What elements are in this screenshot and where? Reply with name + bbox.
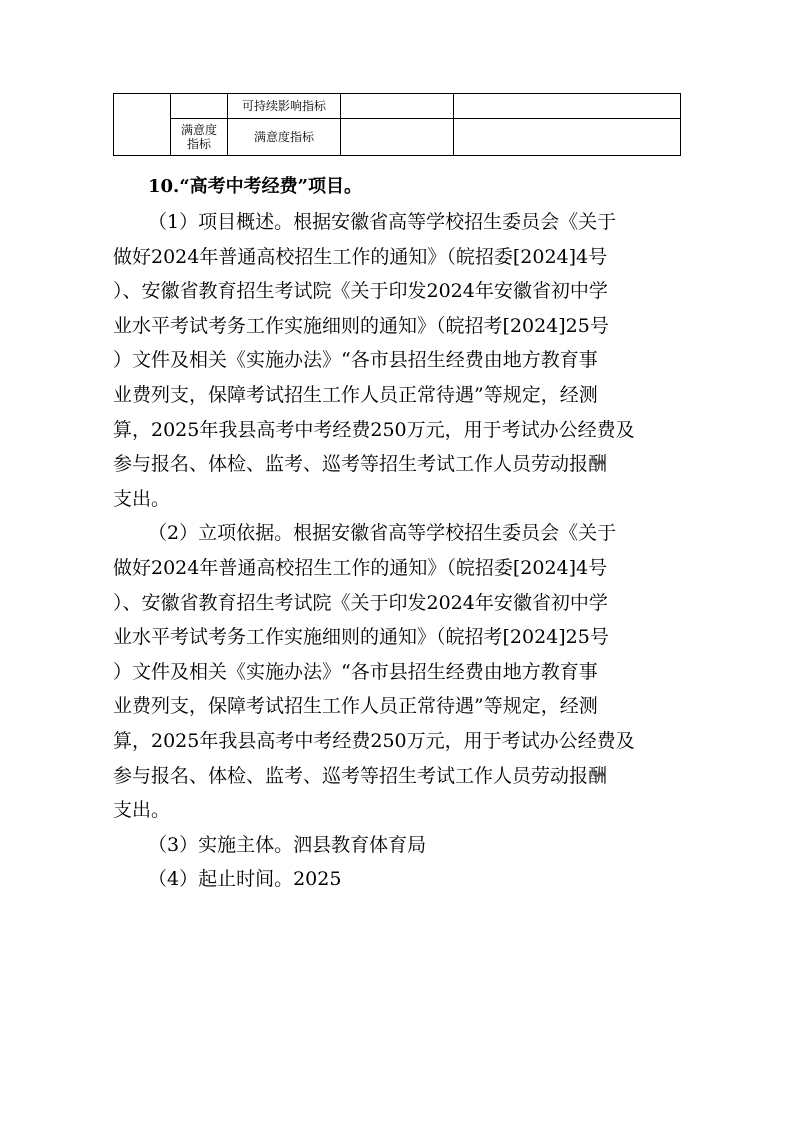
table-cell-remark [454,94,681,119]
paragraph-line: （3）实施主体。泗县教育体育局 [148,833,427,856]
paragraph-line: ）文件及相关《实施办法》“各市县招生经费由地方教育事 [113,349,598,372]
paragraph-line: （4）起止时间。2025 [148,868,342,891]
table-cell-indicator-name: 可持续影响指标 [228,94,341,119]
paragraph-line: ）文件及相关《实施办法》“各市县招生经费由地方教育事 [113,660,598,683]
paragraph-line: 业费列支，保障考试招生工作人员正常待遇”等规定，经测 [113,695,598,718]
paragraph-line: （1）项目概述。根据安徽省高等学校招生委员会《关于 [148,211,617,233]
paragraph-line: 参与报名、体检、监考、巡考等招生考试工作人员劳动报酬 [113,453,608,476]
paragraph-line: 做好2024年普通高校招生工作的通知》（皖招委[2024]4号 [113,245,608,268]
paragraph-line: 业水平考试考务工作实施细则的通知》（皖招考[2024]25号 [113,626,609,649]
paragraph-line: 做好2024年普通高校招生工作的通知》（皖招委[2024]4号 [113,556,608,579]
table-row [114,119,681,156]
paragraph-line: （2）立项依据。根据安徽省高等学校招生委员会《关于 [148,522,617,545]
paragraph-line: ）、安徽省教育招生考试院《关于印发2024年安徽省初中学 [113,591,608,614]
table-cell-indicator-value [341,119,454,156]
table-cell-indicator-value [341,94,454,119]
table-cell-subcategory: 满意度 指标 [171,119,228,156]
table-cell-remark [454,119,681,156]
table-cell-category [114,94,171,156]
paragraph-line: ）、安徽省教育招生考试院《关于印发2024年安徽省初中学 [113,280,608,303]
paragraph-line: 支出。 [113,487,171,510]
paragraph-line: 业费列支，保障考试招生工作人员正常待遇”等规定，经测 [113,383,598,406]
paragraph-line: 算，2025年我县高考中考经费250万元，用于考试办公经费及 [113,729,635,752]
table-cell-subcategory [171,94,228,119]
section-heading: 10.“高考中考经费”项目。 [148,176,363,197]
table-cell-indicator-name: 满意度指标 [228,119,341,156]
indicator-table [113,93,681,156]
body-text [113,205,683,897]
paragraph-line: 业水平考试考务工作实施细则的通知》（皖招考[2024]25号 [113,314,609,337]
paragraph-line: 算，2025年我县高考中考经费250万元，用于考试办公经费及 [113,418,635,441]
paragraph-line: 支出。 [113,799,171,822]
paragraph-line: 参与报名、体检、监考、巡考等招生考试工作人员劳动报酬 [113,764,608,787]
table-row [114,94,681,119]
